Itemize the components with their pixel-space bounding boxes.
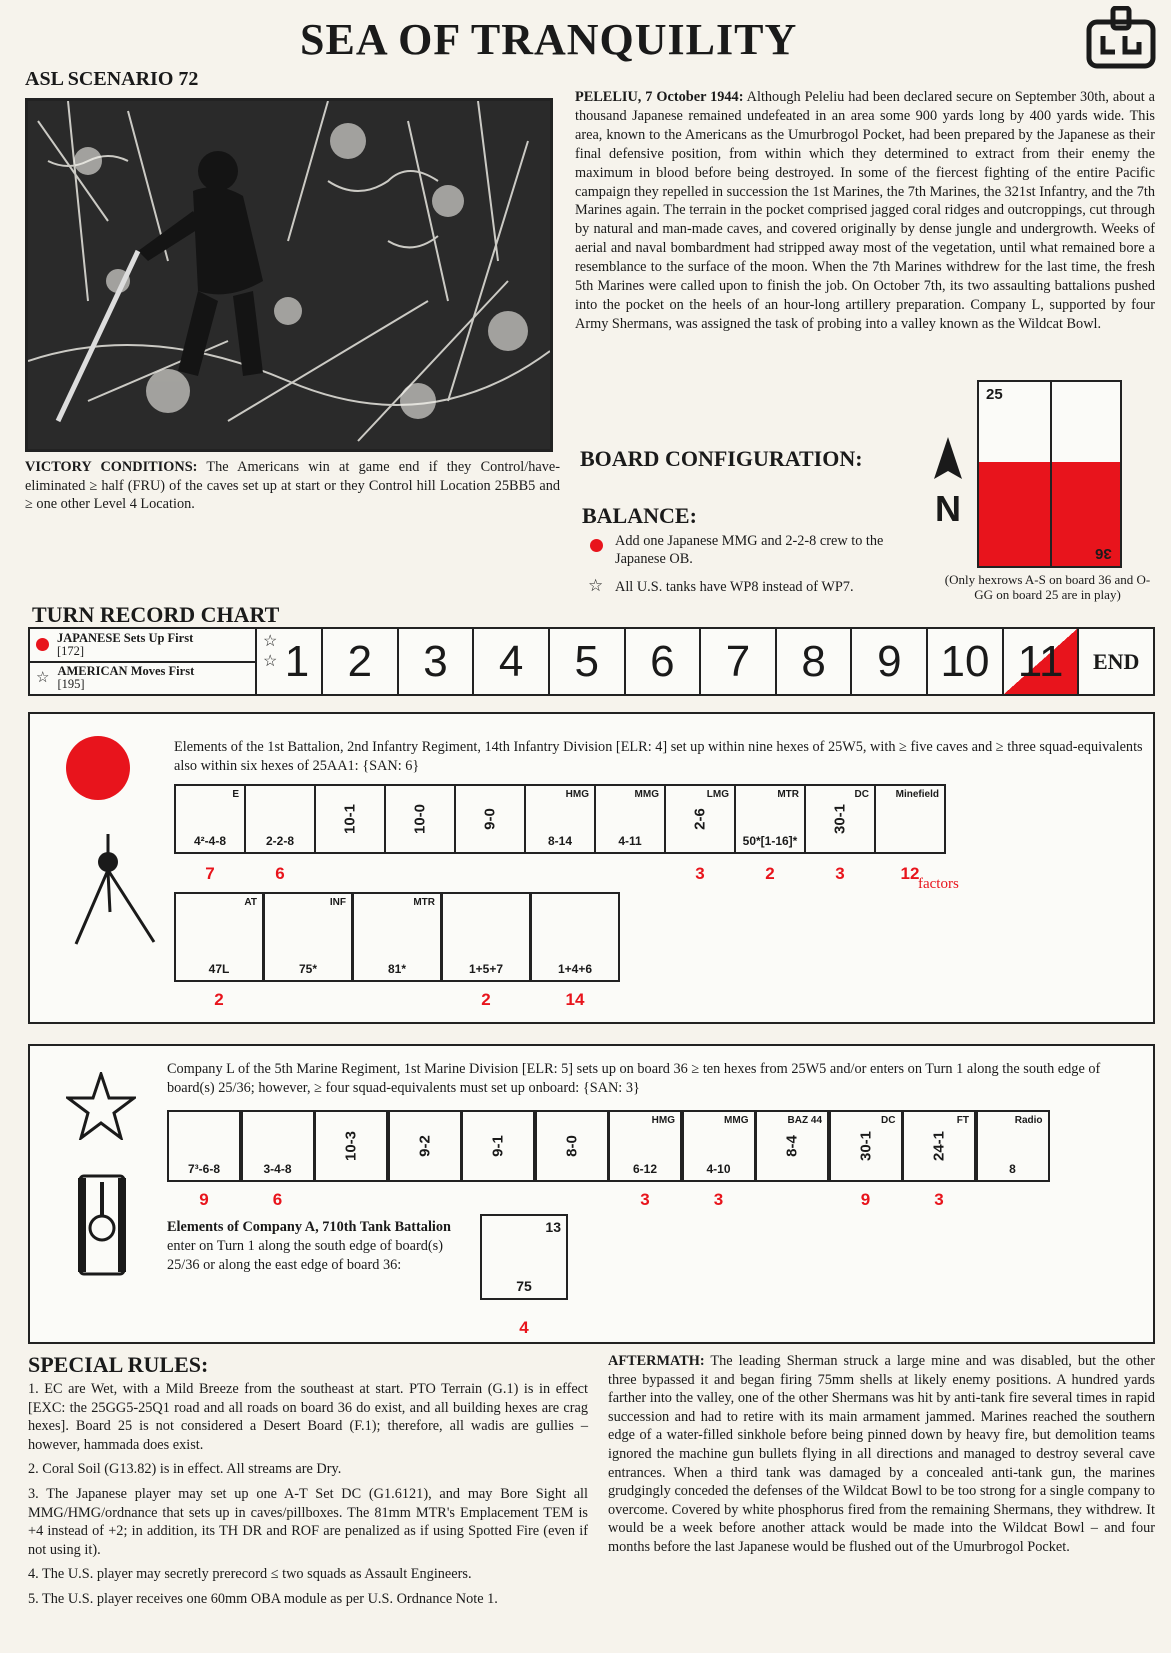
turn-number: 3 — [423, 636, 448, 686]
counter-label: BAZ 44 — [787, 1115, 822, 1126]
counter-label: DC — [854, 789, 869, 800]
turn-legend — [30, 629, 257, 694]
unit-counter — [263, 892, 353, 982]
unit-counter — [734, 784, 806, 854]
unit-counter — [608, 1110, 682, 1182]
unit-counter — [174, 892, 264, 982]
counter-label: INF — [329, 897, 346, 908]
counter-value: 4-10 — [706, 1162, 731, 1176]
board-label-36: 36 — [1095, 545, 1112, 562]
american-star-icon — [66, 1072, 136, 1140]
north-label: N — [935, 488, 961, 525]
japanese-ob-panel — [28, 712, 1155, 1024]
unit-counter — [314, 1110, 388, 1182]
counter-label: Radio — [1014, 1115, 1043, 1126]
unit-count: 6 — [272, 1190, 283, 1209]
tank-text: enter on Turn 1 along the south edge of board(s) 25/36 or along the east edge of board 36: — [167, 1238, 443, 1273]
counter-value: 75* — [298, 962, 318, 976]
japanese-dot-icon — [590, 539, 603, 552]
american-moves-label: AMERICAN Moves First — [57, 664, 195, 679]
japanese-setup-ref: [172] — [57, 643, 85, 658]
board-map — [977, 380, 1122, 568]
turn-cell-last — [1004, 629, 1080, 694]
unit-count: 2 — [765, 864, 775, 883]
unit-counter — [241, 1110, 315, 1182]
turn-number: 1 — [284, 636, 310, 686]
unit-counter — [384, 784, 456, 854]
counter-value: 30-1 — [831, 803, 849, 835]
counter-value: 9-1 — [489, 1135, 507, 1157]
special-rule: 5. The U.S. player receives one 60mm OBA module as per U.S. Ordnance Note 1. — [28, 1590, 498, 1607]
victory-lead: VICTORY CONDITIONS: — [25, 459, 198, 475]
american-moves-row — [30, 663, 255, 695]
unit-count: 6 — [275, 864, 285, 883]
tank-reinforcement-text — [167, 1218, 452, 1275]
counter-label: DC — [881, 1115, 896, 1126]
counter-value: 9-2 — [416, 1135, 433, 1157]
unit-counter — [352, 892, 442, 982]
counter-value: 1+5+7 — [468, 962, 504, 976]
japanese-ob-text: Elements of the 1st Battalion, 2nd Infantry Regiment, 14th Infantry Division [ELR: 4] set up within nine hexes of 25W5, with ≥ five caves and ≥ three squad-equivalents also within six hexes of 25AA1: {SAN: 6} — [174, 739, 1143, 774]
turn-end-label: END — [1093, 648, 1140, 674]
counter-value: 50*[1-16]* — [742, 834, 798, 848]
counter-value: 8-0 — [563, 1135, 580, 1157]
unit-counter — [174, 784, 246, 854]
tank-text-lead: Elements of Company A, 710th Tank Battalion — [167, 1219, 452, 1235]
counter-label: 13 — [545, 1219, 561, 1235]
unit-count: 3 — [713, 1190, 724, 1209]
unit-count: 3 — [640, 1190, 650, 1209]
victory-text: The Americans win at game end if they Control/have-eliminated ≥ half (FRU) of the caves set up at start or they Control hill Location 25BB5 and ≥ one other Level 4 Location. — [25, 459, 560, 512]
turn-cell — [323, 629, 399, 694]
unit-counter — [976, 1110, 1050, 1182]
victory-conditions — [25, 458, 560, 514]
star-icon: ☆ — [263, 653, 278, 670]
tank-icon — [76, 1172, 128, 1278]
intro-lead: PELELIU, 7 October 1944: — [575, 89, 744, 105]
special-rule: 4. The U.S. player may secretly prerecord ≤ two squads as Assault Engineers. — [28, 1566, 472, 1583]
turn-cell — [928, 629, 1004, 694]
counter-label: MTR — [777, 789, 799, 800]
sherman-counter — [480, 1214, 568, 1300]
counter-label: FT — [956, 1115, 969, 1126]
counter-label: HMG — [651, 1115, 675, 1126]
turn-cell — [257, 629, 323, 694]
counter-value: 1+4+6 — [557, 962, 593, 976]
counter-label: MMG — [634, 789, 659, 800]
japanese-setup-row — [30, 629, 255, 663]
aftermath-text: The leading Sherman struck a large mine and was disabled, but the other three bypassed it and began firing 75mm shells at likely enemy positions. A hundred yards farther into the valley, one of the other Shermans was hit by anti-tank fire several times in rapid succession and had to retire with its main armament jammed. Marines reached the southern edge of a water-filled sinkhole before being pinned down by heavy fire, but demolition teams ignored the machine gun bullets flying in all directions and managed to destroy several cave entrances. When a third tank was damaged by a concealed anti-tank gun, the marines grudgingly conceded the defenses of the Wildcat Bowl to be too strong for a single company to overcome. Covered by white phosphorus fired from the remaining Shermans, they withdrew. It would be a week before another attack would be made into the Wildcat Bowl – and four months before the last Japanese would be flushed out of the Umurbrogol Pocket. — [608, 1353, 1155, 1555]
counter-value: 4²-4-8 — [193, 834, 226, 848]
counter-label: MTR — [413, 897, 435, 908]
unit-counter — [874, 784, 946, 854]
star-icon: ☆ — [263, 633, 278, 650]
counter-value: 10-0 — [411, 803, 429, 835]
japanese-setup-label: JAPANESE Sets Up First — [57, 630, 194, 645]
special-rule: 2. Coral Soil (G13.82) is in effect. All streams are Dry. — [28, 1461, 342, 1478]
asl-logo-icon — [1085, 6, 1157, 70]
board-configuration-heading: BOARD CONFIGURATION: — [580, 446, 863, 471]
japanese-dot-icon — [36, 638, 49, 651]
counter-label: MMG — [724, 1115, 749, 1126]
intro-text: Although Peleliu had been declared secure on September 30th, about a thousand Japanese remained undefeated in an area some 900 yards long by 400 yards wide. This area, known to the Americans as the Umurbrogol Pocket, had been prepared by the Japanese as their final defensive position, from within which they determined to extract from their enemy the maximum in blood before being destroyed. In some of the fiercest fighting of the entire Pacific campaign they repelled in succession the 1st Marines, the 7th Marines, the 321st Infantry, and the 7th Marines again. The terrain in the pocket comprised jagged coral ridges and outcroppings, cut through by natural and man-made caves, and covered originally by dense jungle and undergrowth. Weeks of aerial and naval bombardment had stripped away most of the vegetation, until what remained bore a resemblance to the surface of the moon. When the 7th Marines withdrew for the last time, the fresh 5th Marines were called upon to finish the job. On October 7th, its two assaulting battalions pushed into the pocket on the heels of an hour-long artillery preparation. Company L, supported by four Army Shermans, was assigned the task of probing into a valley known as the Wildcat Bowl. — [575, 89, 1155, 332]
unit-counter — [530, 892, 620, 982]
counter-value: 4-11 — [618, 834, 642, 848]
unit-count: 3 — [934, 1190, 944, 1209]
turn-cell — [399, 629, 475, 694]
turn-number: 10 — [940, 636, 990, 686]
turn-cell — [474, 629, 550, 694]
aftermath-lead: AFTERMATH: — [608, 1353, 705, 1369]
balance-japanese: Add one Japanese MMG and 2-2-8 crew to the Japanese OB. — [615, 533, 884, 567]
unit-counter — [461, 1110, 535, 1182]
unit-count: 9 — [860, 1190, 871, 1209]
turn-number: 6 — [650, 636, 675, 686]
turn-cell — [626, 629, 702, 694]
counter-label: AT — [244, 897, 257, 908]
turn-cell — [777, 629, 853, 694]
turn-number: 2 — [347, 636, 373, 686]
unit-counter — [804, 784, 876, 854]
unit-counter — [244, 784, 316, 854]
turn-number: 4 — [498, 636, 524, 686]
counter-value: 3-4-8 — [263, 1162, 292, 1176]
star-icon: ☆ — [588, 576, 604, 595]
counter-value: 75 — [516, 1278, 532, 1294]
unit-counter — [441, 892, 531, 982]
special-rule: 1. EC are Wet, with a Mild Breeze from the southeast at start. PTO Terrain (G.1) is in effect [EXC: the 25GG5-25Q1 road and all roads on board 36 do exist, and all building hexes are crag hexes]. Board 25 is not considered a Desert Board (F.1); therefore, all wadis are gullies – however, hammada does exist. — [28, 1381, 588, 1453]
turn-number: 7 — [725, 636, 751, 686]
japanese-flag-icon — [66, 736, 130, 800]
turn-number: 9 — [877, 636, 902, 686]
counter-value: 9-0 — [481, 808, 499, 830]
unit-counter — [524, 784, 596, 854]
unit-count: 2 — [481, 990, 491, 1009]
counter-value: 2-6 — [691, 808, 709, 830]
scenario-number: ASL SCENARIO 72 — [25, 68, 199, 90]
unit-count: 12 — [900, 864, 920, 883]
american-moves-ref: [195] — [57, 677, 85, 692]
unit-count: 3 — [835, 864, 845, 883]
unit-count: 7 — [205, 864, 215, 883]
historical-photo — [25, 98, 553, 452]
mortar-icon — [70, 832, 160, 952]
turn-cell — [701, 629, 777, 694]
counter-value: 2-2-8 — [265, 834, 294, 848]
counter-value: 81* — [387, 962, 407, 976]
aftermath — [608, 1352, 1155, 1557]
counter-value: 10-3 — [342, 1130, 360, 1162]
board-label-25: 25 — [986, 386, 1003, 403]
unit-count: 4 — [519, 1318, 529, 1337]
turn-number: 5 — [574, 636, 599, 686]
american-ob-text: Company L of the 5th Marine Regiment, 1st Marine Division [ELR: 5] sets up on board 36 ≥ ten hexes from 25W5 and/or enters on Turn 1 along the south edge of board(s) 25/36; however, ≥ four squad-equivalents must set up onboard: {SAN: 3} — [167, 1061, 1101, 1096]
historical-intro — [575, 88, 1155, 334]
special-rules-heading: SPECIAL RULES: — [28, 1352, 209, 1377]
balance-american: All U.S. tanks have WP8 instead of WP7. — [615, 579, 854, 595]
unit-counter — [682, 1110, 756, 1182]
turn-cell — [852, 629, 928, 694]
unit-counter — [454, 784, 526, 854]
unit-counter — [388, 1110, 462, 1182]
counter-value: 47L — [208, 962, 230, 976]
counter-label: Minefield — [895, 789, 939, 800]
counter-value: 8-4 — [783, 1135, 801, 1157]
unit-counter — [314, 784, 386, 854]
unit-counter — [829, 1110, 903, 1182]
unit-counter — [664, 784, 736, 854]
unit-count: 3 — [695, 864, 705, 883]
counter-value: 7³-6-8 — [187, 1162, 220, 1176]
counter-label: E — [232, 789, 239, 800]
unit-count: 2 — [214, 990, 224, 1009]
counter-value: 30-1 — [857, 1130, 874, 1162]
board-note: (Only hexrows A-S on board 36 and O-GG on board 25 are in play) — [944, 572, 1151, 602]
counter-value: 10-1 — [341, 803, 359, 835]
turn-record-chart — [28, 627, 1155, 696]
american-ob-panel — [28, 1044, 1155, 1344]
counter-label: LMG — [706, 789, 729, 800]
special-rules — [28, 1380, 588, 1615]
turn-end-cell — [1079, 629, 1153, 694]
turn-record-heading: TURN RECORD CHART — [32, 602, 280, 627]
unit-counter — [167, 1110, 241, 1182]
turn-cell — [550, 629, 626, 694]
board-map-divider — [1050, 382, 1052, 566]
counter-value: 6-12 — [632, 1162, 658, 1176]
unit-counter — [755, 1110, 829, 1182]
counter-value: 24-1 — [930, 1130, 948, 1162]
unit-count: 14 — [565, 990, 585, 1009]
counter-value: 8 — [1009, 1162, 1016, 1176]
unit-counter — [535, 1110, 609, 1182]
scenario-title: SEA OF TRANQUILITY — [300, 15, 798, 64]
unit-counter — [902, 1110, 976, 1182]
turn-number: 8 — [801, 636, 826, 686]
minefield-factors-label: factors — [918, 876, 959, 892]
special-rule: 3. The Japanese player may set up one A-T Set DC (G1.6121), and may Bore Sight all MMG/HMG/ordnance that sets up in caves/pillboxes. The 81mm MTR's Emplacement TEM is +4 instead of +2; in addition, its TH DR and ROF are penalized as if using Spotted Fire (even if not using it). — [28, 1485, 588, 1558]
star-icon: ☆ — [36, 669, 50, 686]
counter-label: HMG — [565, 789, 589, 800]
unit-counter — [594, 784, 666, 854]
counter-value: 8-14 — [547, 834, 573, 848]
balance-heading: BALANCE: — [582, 503, 697, 528]
unit-count: 9 — [199, 1190, 209, 1209]
turn-number: 11 — [1017, 636, 1064, 686]
north-arrow-icon — [930, 435, 966, 525]
